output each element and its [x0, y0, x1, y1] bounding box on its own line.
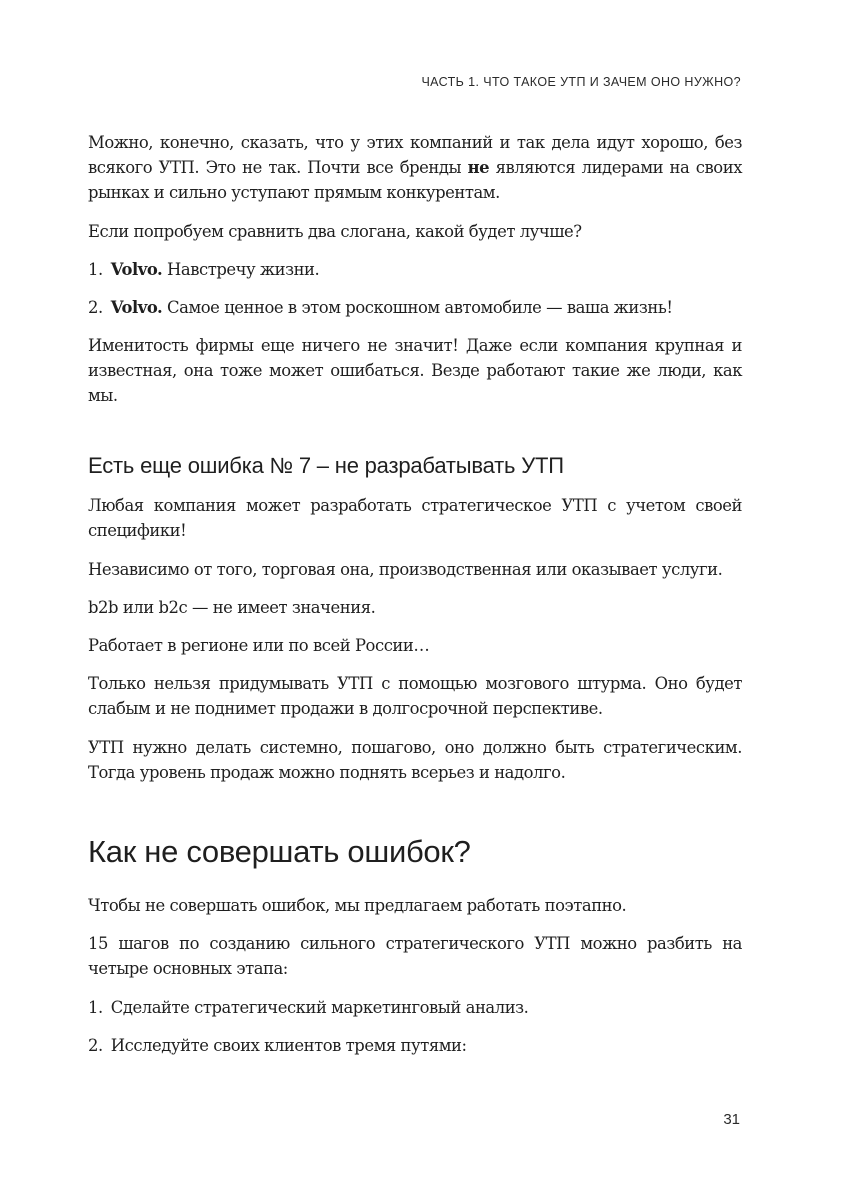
slogan-item: [88, 295, 742, 320]
brand-name: Volvo.: [110, 298, 163, 317]
paragraph: Если попробуем сравнить два слогана, какой будет лучше?: [88, 222, 582, 241]
list-number: 2.: [88, 298, 103, 317]
page-number: 31: [723, 1111, 740, 1128]
list-number: 1.: [88, 998, 103, 1017]
slogan-item: [88, 257, 742, 282]
chapter-heading: Как не совершать ошибок?: [88, 834, 471, 869]
paragraph-text: Можно, конечно, сказать, что у этих компаний и так дела идут хорошо, без всякого УТП. Это не так. Почти все бренды: [88, 133, 742, 177]
paragraph: Работает в регионе или по всей России…: [88, 636, 430, 655]
page-content: [88, 130, 742, 1071]
step-item: [88, 1033, 742, 1058]
paragraph-text: являются лидерами на своих рынках и сильно уступают прямым конкурентам.: [88, 158, 742, 202]
slogan-text: Самое ценное в этом роскошном автомобиле — ваша жизнь!: [162, 298, 673, 317]
running-header: ЧАСТЬ 1. ЧТО ТАКОЕ УТП И ЗАЧЕМ ОНО НУЖНО?: [421, 75, 741, 89]
step-text: Исследуйте своих клиентов тремя путями:: [110, 1036, 467, 1055]
list-number: 1.: [88, 260, 103, 279]
paragraph: Независимо от того, торговая она, производственная или оказывает услуги.: [88, 560, 723, 579]
paragraph: 15 шагов по созданию сильного стратегического УТП можно разбить на четыре основных этапа:: [88, 934, 742, 978]
step-item: [88, 995, 742, 1020]
bold-word: не: [467, 158, 490, 177]
paragraph: b2b или b2c — не имеет значения.: [88, 598, 376, 617]
paragraph: [88, 130, 742, 205]
paragraph: Чтобы не совершать ошибок, мы предлагаем работать поэтапно.: [88, 896, 627, 915]
section-heading: Есть еще ошибка № 7 – не разрабатывать УТП: [88, 453, 564, 478]
paragraph: УТП нужно делать системно, пошагово, оно должно быть стратегическим. Тогда уровень продаж можно поднять всерьез и надолго.: [88, 738, 742, 782]
brand-name: Volvo.: [110, 260, 163, 279]
list-number: 2.: [88, 1036, 103, 1055]
paragraph: Только нельзя придумывать УТП с помощью мозгового штурма. Оно будет слабым и не поднимет продажи в долгосрочной перспективе.: [88, 674, 742, 718]
step-text: Сделайте стратегический маркетинговый анализ.: [110, 998, 529, 1017]
slogan-text: Навстречу жизни.: [162, 260, 320, 279]
paragraph: Именитость фирмы еще ничего не значит! Даже если компания крупная и известная, она тоже может ошибаться. Везде работают такие же люди, как мы.: [88, 336, 742, 405]
paragraph: Любая компания может разработать стратегическое УТП с учетом своей специфики!: [88, 496, 742, 540]
